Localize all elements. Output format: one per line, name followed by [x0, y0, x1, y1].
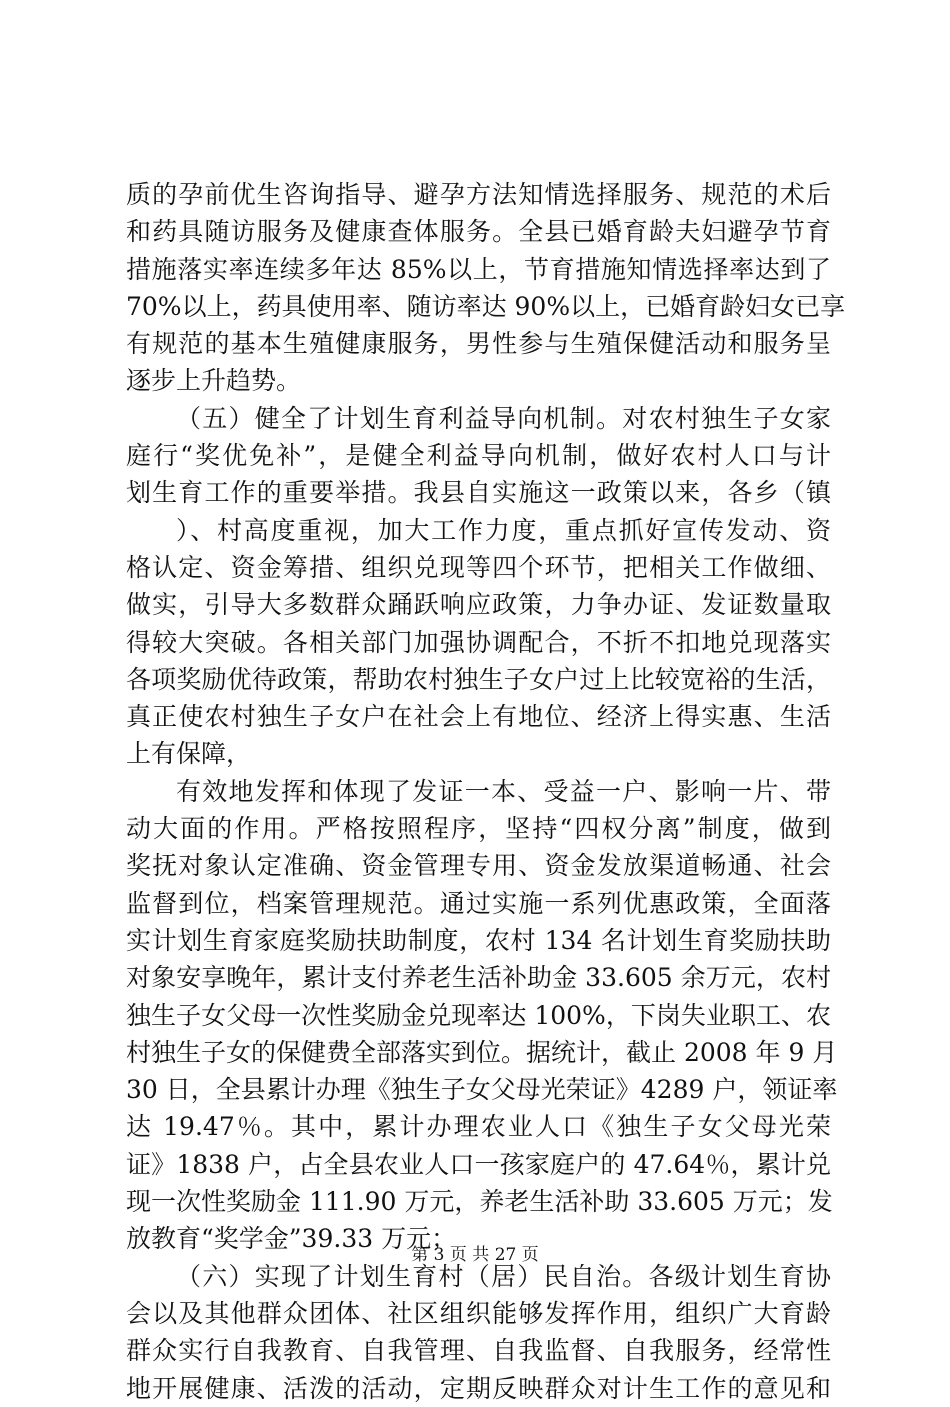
paragraph-start-line: （六）实现了计划生育村（居）民自治。各级计划生育协	[176, 1261, 831, 1291]
text-line: 实计划生育家庭奖励扶助制度，农村 134 名计划生育奖励扶助	[126, 925, 831, 955]
text-line: 得较大突破。各相关部门加强协调配合，不折不扣地兑现落实	[126, 627, 831, 657]
text-line: 监督到位，档案管理规范。通过实施一系列优惠政策，全面落	[126, 888, 831, 918]
text-line: 质的孕前优生咨询指导、避孕方法知情选择服务、规范的术后	[126, 180, 831, 209]
text-line: 会以及其他群众团体、社区组织能够发挥作用，组织广大育龄	[126, 1298, 831, 1328]
body-text	[126, 176, 846, 1407]
text-line: 措施落实率连续多年达 85%以上，节育措施知情选择率达到了	[126, 254, 831, 284]
text-line: 村独生子女的保健费全部落实到位。据统计，截止 2008 年 9 月	[126, 1037, 838, 1067]
text-line: 真正使农村独生子女户在社会上有地位、经济上得实惠、生活	[126, 702, 831, 732]
text-line: 各项奖励优待政策，帮助农村独生子女户过上比较宽裕的生活，	[126, 664, 831, 694]
text-line: 现一次性奖励金 111.90 万元，养老生活补助 33.605 万元；发	[126, 1187, 833, 1217]
text-line: 达 19.47％。其中，累计办理农业人口《独生子女父母光荣	[126, 1112, 831, 1142]
text-line: 70%以上，药具使用率、随访率达 90%以上，已婚育龄妇女已享	[126, 291, 846, 321]
text-line: 放教育“奖学金”39.33 万元；	[126, 1224, 457, 1254]
text-line: 30 日，全县累计办理《独生子女父母光荣证》4289 户，领证率	[126, 1075, 838, 1105]
text-line: 划生育工作的重要举措。我县自实施这一政策以来，各乡（镇	[126, 478, 831, 508]
text-line: 独生子女父母一次性奖励金兑现率达 100%，下岗失业职工、农	[126, 1000, 831, 1030]
paragraph-start-line: 有效地发挥和体现了发证一本、受益一户、影响一片、带	[176, 776, 831, 806]
text-line: 格认定、资金筹措、组织兑现等四个环节，把相关工作做细、	[126, 552, 831, 582]
paragraph-start-line: （五）健全了计划生育利益导向机制。对农村独生子女家	[176, 403, 831, 433]
text-line: 证》1838 户，占全县农业人口一孩家庭户的 47.64％，累计兑	[126, 1149, 831, 1179]
text-line: 做实，引导大多数群众踊跃响应政策，力争办证、发证数量取	[126, 590, 831, 620]
text-line: 有规范的基本生殖健康服务，男性参与生殖保健活动和服务呈	[126, 329, 831, 359]
text-line: 奖抚对象认定准确、资金管理专用、资金发放渠道畅通、社会	[126, 851, 831, 881]
text-line: ）、村高度重视，加大工作力度，重点抓好宣传发动、资	[176, 515, 831, 545]
text-line: 庭行“奖优免补”，是健全利益导向机制，做好农村人口与计	[126, 441, 831, 471]
text-line: 对象安享晚年，累计支付养老生活补助金 33.605 余万元，农村	[126, 963, 831, 993]
text-line: 逐步上升趋势。	[126, 366, 302, 396]
page-number: 第 3 页 共 27 页	[411, 1245, 539, 1265]
text-line: 上有保障，	[126, 739, 252, 769]
page-footer	[0, 1244, 950, 1266]
text-line: 和药具随访服务及健康查体服务。全县已婚育龄夫妇避孕节育	[126, 217, 831, 247]
text-line: 地开展健康、活泼的活动，定期反映群众对计生工作的意见和	[126, 1373, 831, 1403]
text-line: 群众实行自我教育、自我管理、自我监督、自我服务，经常性	[126, 1336, 831, 1366]
text-line: 动大面的作用。严格按照程序，坚持“四权分离”制度，做到	[126, 814, 831, 844]
